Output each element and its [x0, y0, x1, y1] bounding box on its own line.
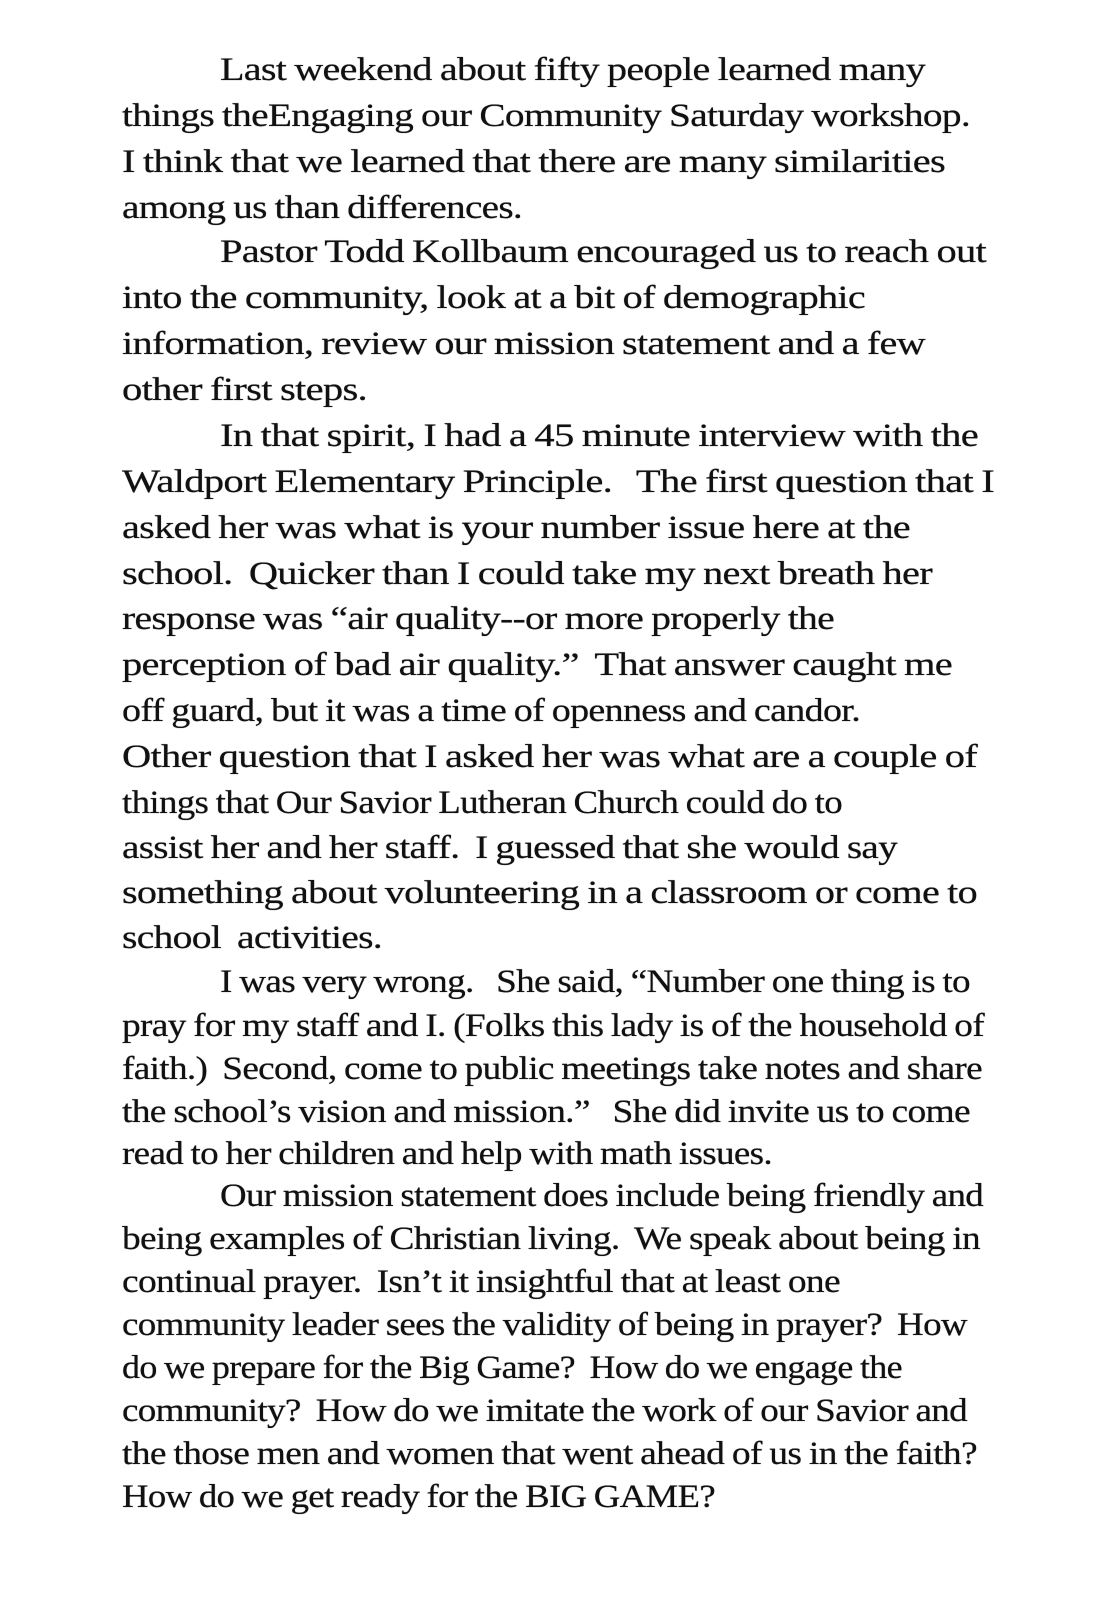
text-line: among us than differences.: [122, 190, 523, 226]
text-line: How do we get ready for the BIG GAME?: [122, 1479, 715, 1515]
text-line: community? How do we imitate the work of our Savior and: [122, 1393, 967, 1429]
text-line: the those men and women that went ahead of us in the faith?: [122, 1436, 977, 1472]
text-line: Our mission statement does include being friendly and: [220, 1178, 984, 1214]
text-line: things theEngaging our Community Saturday workshop.: [122, 98, 971, 134]
text-line: something about volunteering in a classroom or come to: [122, 875, 977, 911]
text-line: school activities.: [122, 920, 382, 956]
text-line: asked her was what is your number issue here at the: [122, 510, 910, 546]
text-line: things that Our Savior Lutheran Church could do to: [122, 785, 842, 821]
text-line: pray for my staff and I. (Folks this lady is of the household of: [122, 1008, 984, 1044]
text-line: into the community, look at a bit of demographic: [122, 280, 865, 316]
text-line: assist her and her staff. I guessed that she would say: [122, 830, 897, 866]
text-line: school. Quicker than I could take my next breath her: [122, 556, 932, 592]
text-line: the school’s vision and mission.” She did invite us to come: [122, 1094, 971, 1130]
text-line: faith.) Second, come to public meetings take notes and share: [122, 1051, 983, 1087]
text-line: perception of bad air quality.” That answer caught me: [122, 647, 953, 683]
text-line: I was very wrong. She said, “Number one thing is to: [220, 964, 970, 1000]
text-line: do we prepare for the Big Game? How do we engage the: [122, 1350, 902, 1386]
text-line: off guard, but it was a time of openness and candor.: [122, 693, 861, 729]
text-line: Other question that I asked her was what are a couple of: [122, 739, 978, 775]
text-line: I think that we learned that there are many similarities: [122, 144, 946, 180]
text-line: other first steps.: [122, 372, 367, 408]
text-line: community leader sees the validity of being in prayer? How: [122, 1307, 967, 1343]
text-line: read to her children and help with math issues.: [122, 1136, 773, 1172]
text-line: In that spirit, I had a 45 minute interview with the: [220, 418, 978, 454]
text-line: Last weekend about fifty people learned many: [220, 52, 925, 88]
text-line: information, review our mission statement and a few: [122, 326, 925, 362]
text-line: response was “air quality--or more properly the: [122, 601, 834, 637]
text-line: Waldport Elementary Principle. The first question that I: [122, 464, 995, 500]
text-line: continual prayer. Isn’t it insightful that at least one: [122, 1264, 840, 1300]
text-line: Pastor Todd Kollbaum encouraged us to reach out: [220, 234, 986, 270]
text-line: being examples of Christian living. We speak about being in: [122, 1221, 981, 1257]
